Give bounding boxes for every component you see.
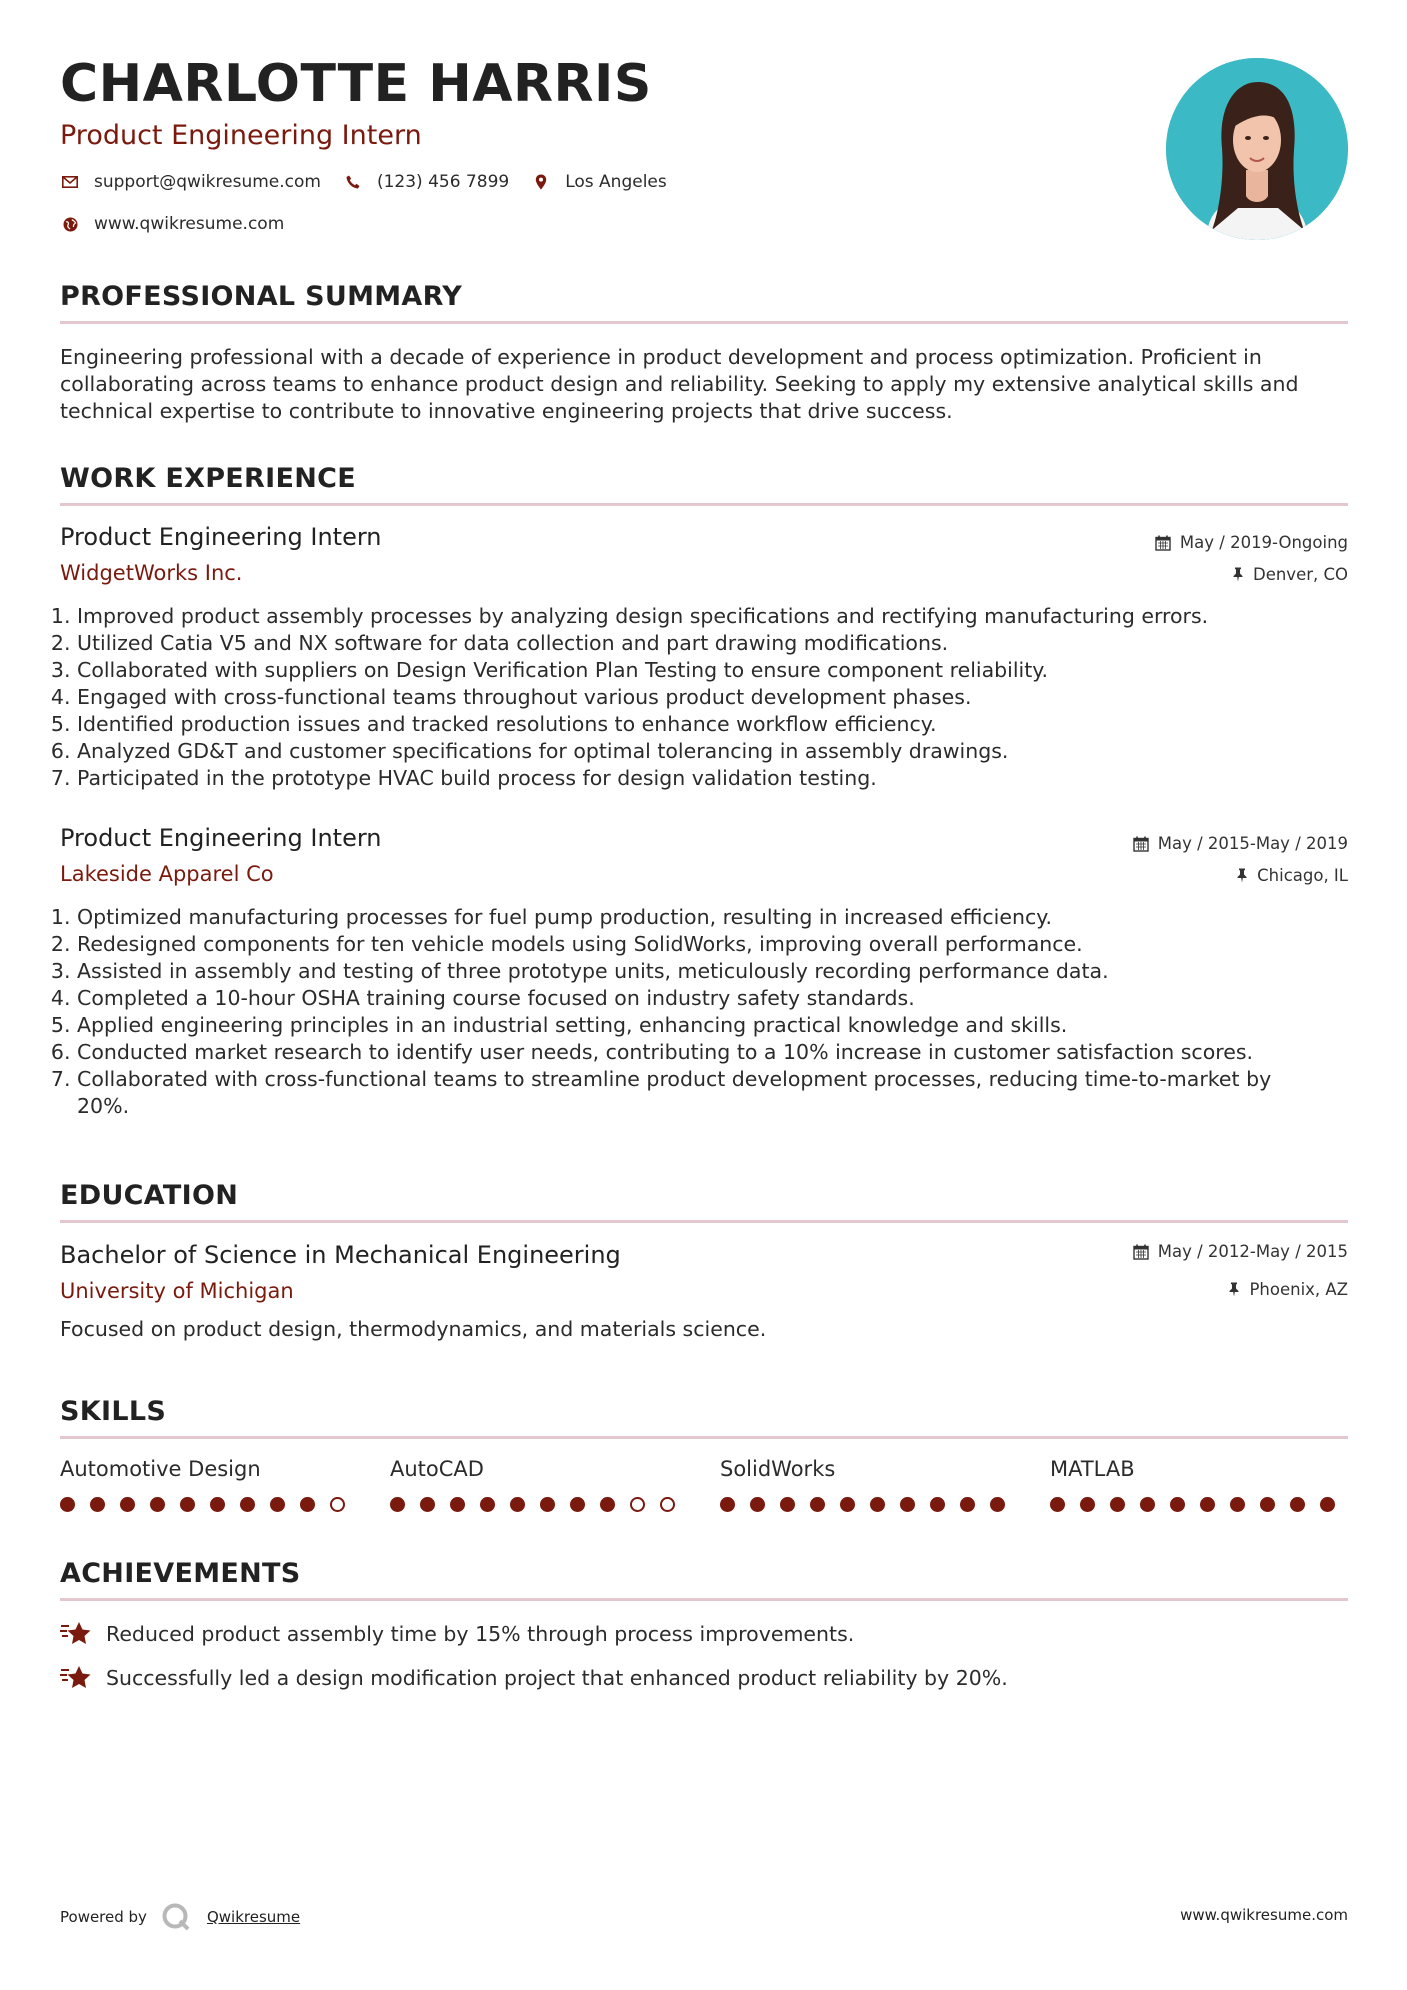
skill-dot-filled [150,1497,165,1512]
list-item: 6. Analyzed GD&T and customer specifications for optimal tolerancing in assembly drawings. [77,738,1327,765]
job-company: WidgetWorks Inc. [60,561,243,585]
skill-dot-filled [300,1497,315,1512]
job-location [1232,565,1348,584]
skill-dot-filled [1050,1497,1065,1512]
section-title-education: EDUCATION [60,1180,239,1211]
education-dates-text: May / 2012-May / 2015 [1157,1242,1348,1261]
list-item: 1. Improved product assembly processes by analyzing design specifications and rectifying manufacturing errors. [77,603,1327,630]
contact-email[interactable] [60,172,321,192]
section-title-achievements: ACHIEVEMENTS [60,1558,301,1589]
calendar-icon [1133,836,1149,852]
job-dates-text: May / 2015-May / 2019 [1157,834,1348,853]
globe-icon [60,214,80,234]
skill-dot-filled [1230,1497,1245,1512]
skill-dot-filled [1200,1497,1215,1512]
skill-dot-filled [1140,1497,1155,1512]
skill-dot-filled [480,1497,495,1512]
skill-dot-filled [1080,1497,1095,1512]
skill-label: MATLAB [1050,1457,1135,1481]
skill-dot-filled [1110,1497,1125,1512]
skill-dot-filled [870,1497,885,1512]
skill-dot-empty [330,1497,345,1512]
job-company: Lakeside Apparel Co [60,862,274,886]
list-item: 4. Completed a 10-hour OSHA training course focused on industry safety standards. [77,985,1327,1012]
footer-url[interactable]: www.qwikresume.com [1180,1906,1348,1924]
skill-dot-filled [270,1497,285,1512]
achievement-text: Reduced product assembly time by 15% through process improvements. [106,1622,855,1646]
job-bullets [60,603,1327,792]
skill-item [1050,1457,1350,1512]
education-dates [1133,1242,1348,1261]
pushpin-icon [1228,1282,1240,1297]
list-item: 5. Identified production issues and tracked resolutions to enhance workflow efficiency. [77,711,1327,738]
skill-dot-filled [180,1497,195,1512]
achievement-item [60,1664,1008,1692]
pushpin-icon [1236,868,1248,883]
section-title-skills: SKILLS [60,1396,167,1427]
section-divider [60,1220,1348,1223]
calendar-icon [1133,1244,1149,1260]
list-item: 3. Collaborated with suppliers on Design Verification Plan Testing to ensure component reliability. [77,657,1327,684]
skill-dot-filled [930,1497,945,1512]
list-item: 7. Participated in the prototype HVAC build process for design validation testing. [77,765,1327,792]
section-divider [60,1598,1348,1601]
skill-rating [60,1497,360,1512]
skill-dot-filled [510,1497,525,1512]
skill-label: AutoCAD [390,1457,484,1481]
education-location [1228,1280,1348,1299]
skill-dot-empty [660,1497,675,1512]
website-text: www.qwikresume.com [94,214,285,234]
skill-dot-filled [390,1497,405,1512]
location-text: Los Angeles [565,172,667,192]
job-title: Product Engineering Intern [60,824,382,852]
section-divider [60,1436,1348,1439]
avatar [1166,58,1348,240]
achievement-text: Successfully led a design modification project that enhanced product reliability by 20%. [106,1666,1008,1690]
star-award-icon [60,1620,92,1648]
contact-website[interactable] [60,214,284,234]
skill-dot-filled [450,1497,465,1512]
qwikresume-logo-icon [161,1902,191,1932]
list-item: 3. Assisted in assembly and testing of three prototype units, meticulously recording performance data. [77,958,1327,985]
candidate-name: CHARLOTTE HARRIS [60,54,652,114]
list-item: 5. Applied engineering principles in an industrial setting, enhancing practical knowledge and skills. [77,1012,1327,1039]
skill-rating [1050,1497,1350,1512]
candidate-role: Product Engineering Intern [60,120,422,151]
contact-row-primary [60,172,689,192]
school-name: University of Michigan [60,1279,294,1303]
job-bullets [60,904,1327,1120]
list-item: 2. Redesigned components for ten vehicle models using SolidWorks, improving overall performance. [77,931,1327,958]
resume-header [60,0,1348,250]
skill-dot-filled [1260,1497,1275,1512]
skill-dot-filled [540,1497,555,1512]
calendar-icon [1155,535,1171,551]
section-title-summary: PROFESSIONAL SUMMARY [60,281,463,312]
skill-rating [390,1497,690,1512]
skill-dot-filled [120,1497,135,1512]
list-item: 4. Engaged with cross-functional teams throughout various product development phases. [77,684,1327,711]
skill-dot-filled [600,1497,615,1512]
section-divider [60,503,1348,506]
education-description: Focused on product design, thermodynamics, and materials science. [60,1317,767,1341]
skill-dot-filled [210,1497,225,1512]
powered-by-label: Powered by [60,1908,147,1926]
skill-dot-filled [810,1497,825,1512]
contact-phone[interactable] [343,172,509,192]
job-dates [1155,533,1348,552]
job-location-text: Chicago, IL [1257,866,1348,885]
pushpin-icon [1232,567,1244,582]
summary-text: Engineering professional with a decade of experience in product development and process optimization. Proficient in collaborating across teams to enhance product design and reliability. Seeking to apply my extensive analytical skills and technical expertise to contribute to innovative engineering projects that drive success. [60,345,1299,423]
skill-dot-filled [570,1497,585,1512]
list-item: 7. Collaborated with cross-functional teams to streamline product development processes, reducing time-to-market by 20%. [77,1066,1327,1120]
avatar-portrait-icon [1166,58,1348,240]
skill-dot-filled [900,1497,915,1512]
contact-location [531,172,667,192]
map-pin-icon [531,172,551,192]
skill-item [390,1457,690,1512]
section-divider [60,321,1348,324]
resume-page [60,0,1348,1690]
degree-title: Bachelor of Science in Mechanical Engineering [60,1241,621,1269]
contact-row-secondary [60,214,306,234]
phone-text: (123) 456 7899 [376,172,510,192]
skill-label: SolidWorks [720,1457,836,1481]
skill-dot-filled [990,1497,1005,1512]
skill-dot-filled [60,1497,75,1512]
list-item: 2. Utilized Catia V5 and NX software for data collection and part drawing modifications. [77,630,1327,657]
skill-dot-filled [240,1497,255,1512]
education-location-text: Phoenix, AZ [1249,1280,1348,1299]
skill-item [720,1457,1020,1512]
skill-label: Automotive Design [60,1457,261,1481]
skill-dot-filled [420,1497,435,1512]
skill-dot-filled [720,1497,735,1512]
list-item: 1. Optimized manufacturing processes for fuel pump production, resulting in increased efficiency. [77,904,1327,931]
mail-icon [60,172,80,192]
job-location [1236,866,1348,885]
job-location-text: Denver, CO [1252,565,1348,584]
job-dates-text: May / 2019-Ongoing [1179,533,1348,552]
skill-dot-filled [90,1497,105,1512]
skill-dot-filled [750,1497,765,1512]
skill-dot-filled [1320,1497,1335,1512]
phone-icon [343,172,363,192]
skill-dot-filled [1290,1497,1305,1512]
job-dates [1133,834,1348,853]
email-text: support@qwikresume.com [94,172,321,192]
achievement-item [60,1620,854,1648]
list-item: 6. Conducted market research to identify user needs, contributing to a 10% increase in customer satisfaction scores. [77,1039,1327,1066]
skill-item [60,1457,360,1512]
brand-link[interactable]: Qwikresume [206,1908,301,1926]
footer-powered-by [60,1902,300,1932]
skill-dot-filled [1170,1497,1185,1512]
star-award-icon [60,1664,92,1692]
section-title-experience: WORK EXPERIENCE [60,463,356,494]
skill-dot-filled [960,1497,975,1512]
skill-dot-filled [780,1497,795,1512]
skill-rating [720,1497,1020,1512]
skill-dot-empty [630,1497,645,1512]
job-title: Product Engineering Intern [60,523,382,551]
skill-dot-filled [840,1497,855,1512]
